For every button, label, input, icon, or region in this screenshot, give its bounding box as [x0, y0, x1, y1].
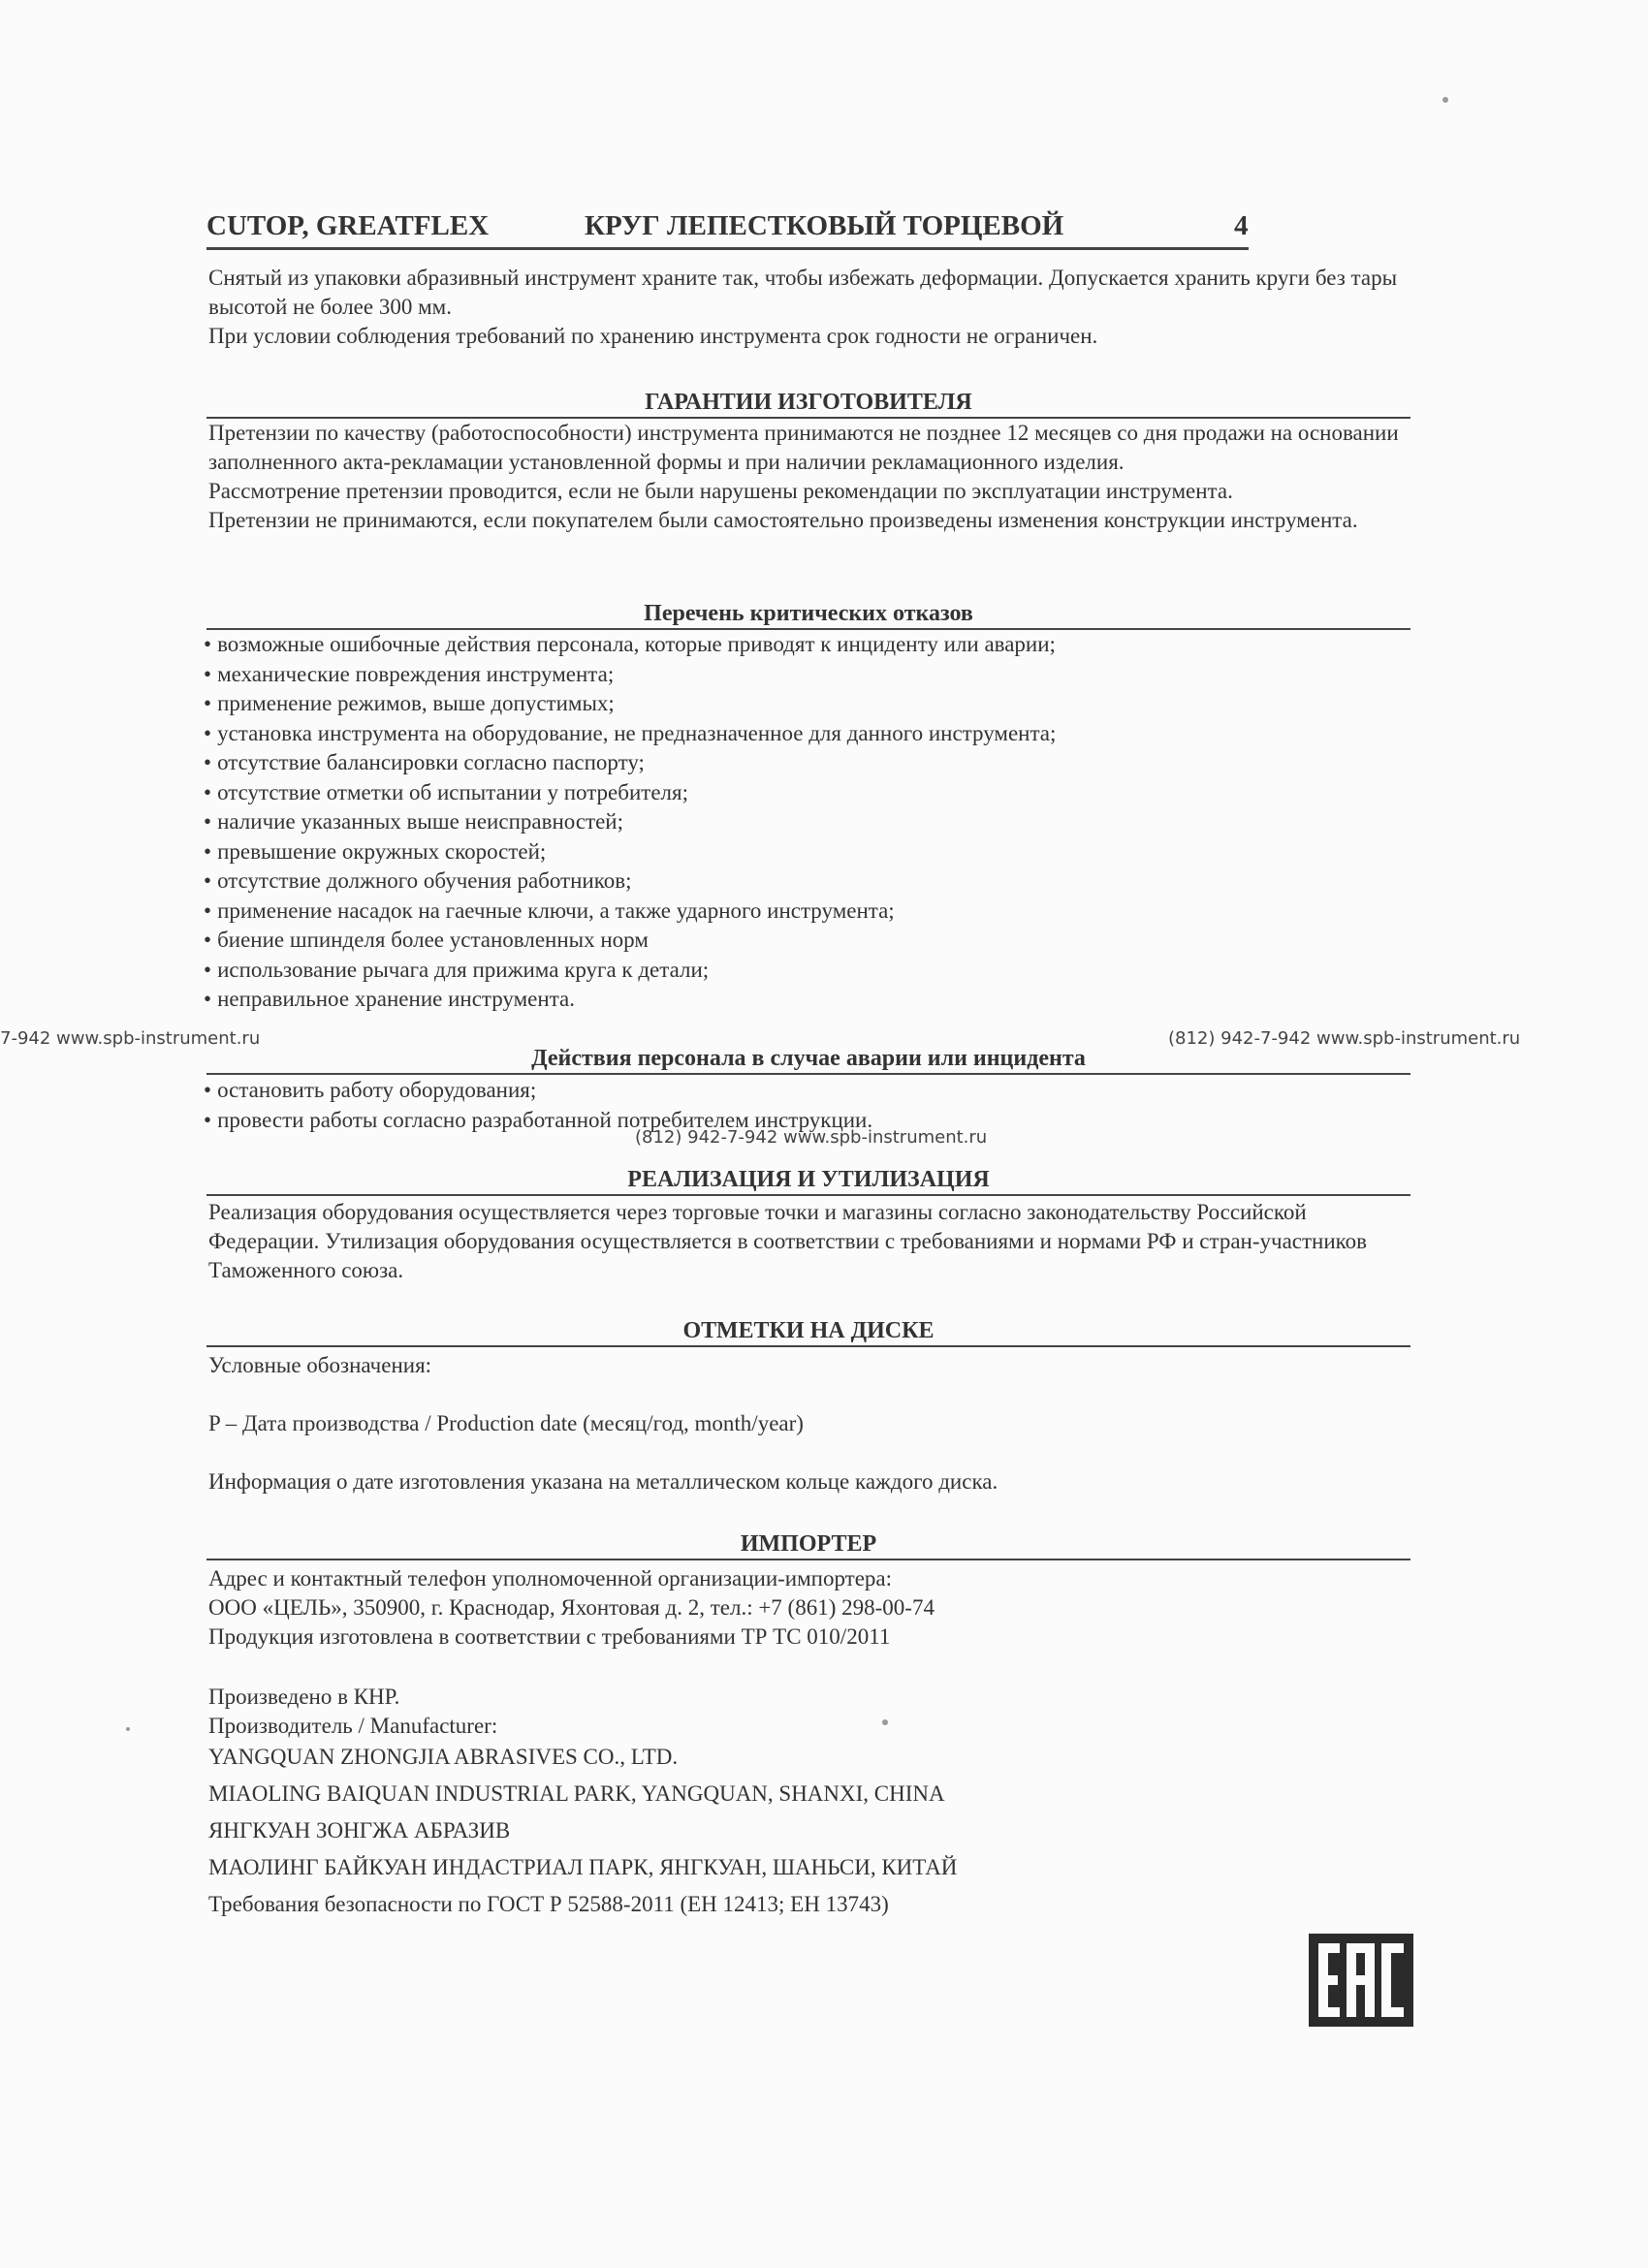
warranty-paragraph: Рассмотрение претензии проводится, если не были нарушены рекомендации по эксплуатации инструмента.	[208, 479, 1233, 503]
disposal-heading: РЕАЛИЗАЦИЯ И УТИЛИЗАЦИЯ	[206, 1165, 1410, 1196]
list-item: • биение шпинделя более установленных норм	[204, 926, 1415, 956]
header-brand: CUTOP, GREATFLEX	[206, 210, 490, 241]
made-in: Произведено в КНР.	[208, 1685, 400, 1709]
list-item: • установка инструмента на оборудование, не предназначенное для данного инструмента;	[204, 719, 1415, 749]
failures-list	[204, 630, 1415, 1015]
manufacturer-name-ru: ЯНГКУАН ЗОНГЖА АБРАЗИВ	[208, 1818, 511, 1843]
list-item: • отсутствие отметки об испытании у потребителя;	[204, 778, 1415, 808]
warranty-text	[208, 419, 1415, 535]
list-item: • возможные ошибочные действия персонала, которые приводят к инциденту или аварии;	[204, 630, 1415, 660]
list-item: • применение насадок на гаечные ключи, а также ударного инструмента;	[204, 897, 1415, 927]
importer-heading: ИМПОРТЕР	[206, 1529, 1410, 1560]
manufacturer-name-en: YANGQUAN ZHONGJIA ABRASIVES CO., LTD.	[208, 1745, 679, 1769]
list-item: • неправильное хранение инструмента.	[204, 985, 1415, 1015]
warranty-paragraph: Претензии по качеству (работоспособности) инструмента принимаются не позднее 12 месяцев со дня продажи на основании заполненного акта-рекламации установленной формы и при наличии рекламационного изделия.	[208, 421, 1399, 474]
manufacturer-label: Производитель / Manufacturer:	[208, 1714, 498, 1738]
watermark-center: (812) 942-7-942 www.spb-instrument.ru	[635, 1127, 988, 1148]
importer-company: ООО «ЦЕЛЬ», 350900, г. Краснодар, Яхонтовая д. 2, тел.: +7 (861) 298-00-74	[208, 1595, 935, 1620]
list-item: • применение режимов, выше допустимых;	[204, 689, 1415, 719]
page-number: 4	[1234, 210, 1249, 241]
eac-mark-icon	[1309, 1934, 1413, 2027]
storage-text	[208, 264, 1415, 351]
marks-heading: ОТМЕТКИ НА ДИСКЕ	[206, 1316, 1410, 1347]
scan-speck	[1442, 97, 1448, 103]
list-item: • механические повреждения инструмента;	[204, 660, 1415, 690]
date-info: Информация о дате изготовления указана на металлическом кольце каждого диска.	[208, 1469, 998, 1494]
list-item: • наличие указанных выше неисправностей;	[204, 807, 1415, 837]
importer-standard: Продукция изготовлена в соответствии с требованиями ТР ТС 010/2011	[208, 1624, 891, 1649]
manufacturer-address-en: MIAOLING BAIQUAN INDUSTRIAL PARK, YANGQUAN, SHANXI, CHINA	[208, 1781, 945, 1806]
list-item: • использование рычага для прижима круга к детали;	[204, 956, 1415, 986]
scan-speck	[126, 1727, 130, 1731]
disposal-text: Реализация оборудования осуществляется через торговые точки и магазины согласно законодательству Российской Федерации. Утилизация оборудования осуществляется в соответствии с требованиями и нормами РФ и стран-участников Таможенного союза.	[208, 1200, 1368, 1282]
warranty-heading: ГАРАНТИИ ИЗГОТОВИТЕЛЯ	[206, 388, 1410, 419]
storage-paragraph: Снятый из упаковки абразивный инструмент храните так, чтобы избежать деформации. Допускается хранить круги без тары высотой не более 300 мм.	[208, 266, 1398, 319]
page-header	[206, 208, 1249, 250]
watermark-left: 7-942 www.spb-instrument.ru	[0, 1028, 261, 1049]
actions-heading: Действия персонала в случае аварии или инцидента	[206, 1044, 1410, 1075]
list-item: • отсутствие должного обучения работников;	[204, 866, 1415, 897]
list-item: • превышение окружных скоростей;	[204, 837, 1415, 867]
production-date-code: P – Дата производства / Production date (месяц/год, month/year)	[208, 1411, 804, 1435]
importer-address: Адрес и контактный телефон уполномоченной организации-импортера:	[208, 1566, 893, 1591]
shelf-life-paragraph: При условии соблюдения требований по хранению инструмента срок годности не ограничен.	[208, 324, 1098, 348]
actions-list	[204, 1076, 1415, 1135]
header-title: КРУГ ЛЕПЕСТКОВЫЙ ТОРЦЕВОЙ	[585, 210, 1064, 241]
list-item: • провести работы согласно разработанной потребителем инструкции.	[204, 1106, 1415, 1136]
list-item: • остановить работу оборудования;	[204, 1076, 1415, 1106]
watermark-right: (812) 942-7-942 www.spb-instrument.ru	[1168, 1028, 1521, 1049]
warranty-paragraph: Претензии не принимаются, если покупателем были самостоятельно произведены изменения конструкции инструмента.	[208, 508, 1358, 532]
list-item: • отсутствие балансировки согласно паспорту;	[204, 748, 1415, 778]
manufacturer-address-ru: МАОЛИНГ БАЙКУАН ИНДАСТРИАЛ ПАРК, ЯНГКУАН, ШАНЬСИ, КИТАЙ	[208, 1855, 958, 1879]
scan-speck	[882, 1719, 888, 1725]
failures-heading: Перечень критических отказов	[206, 599, 1410, 630]
safety-standard: Требования безопасности по ГОСТ Р 52588-2011 (ЕН 12413; ЕН 13743)	[208, 1892, 889, 1916]
marks-legend: Условные обозначения:	[208, 1353, 432, 1377]
